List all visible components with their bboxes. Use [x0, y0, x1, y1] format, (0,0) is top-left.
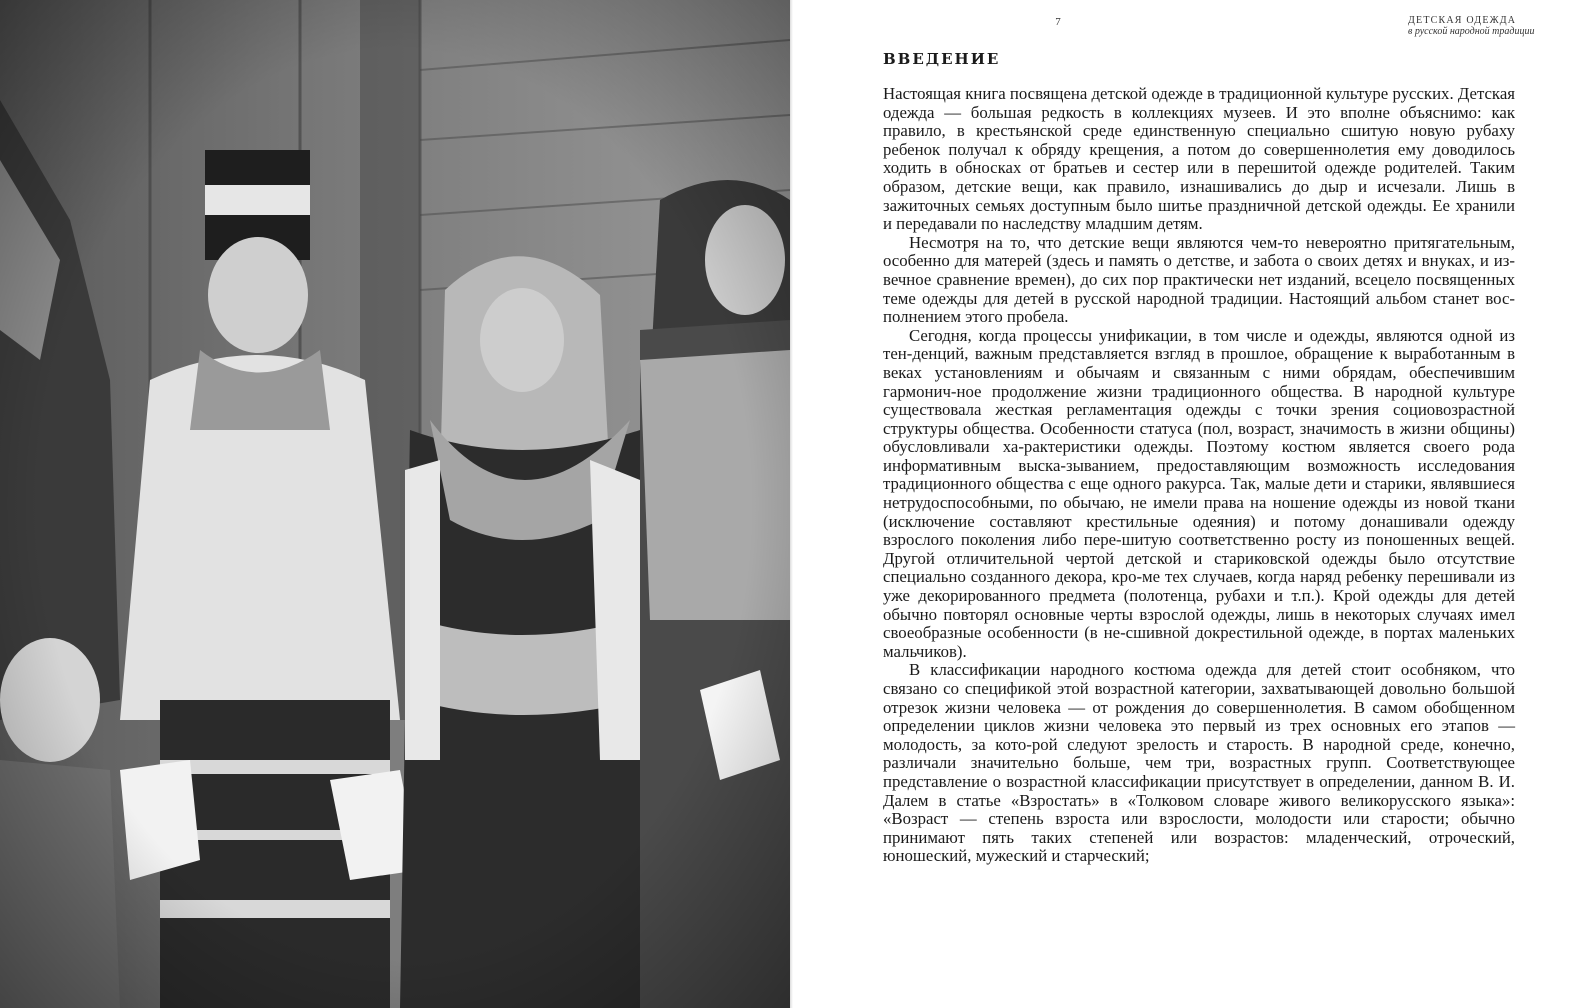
running-head	[1408, 15, 1548, 37]
page-number: 7	[1055, 16, 1061, 28]
photo-figures-illustration	[0, 0, 790, 1008]
paragraph: Несмотря на то, что детские вещи являются чем-то невероятно притягательным, особенно для матерей (здесь и память о детстве, и забота о своих детях и внуках, и из-вечное сравнение времен), до сих пор практически нет изданий, всецело посвященных теме одежды для детей в русской народной традиции. Настоящий альбом станет вос-полнением этого пробела.	[883, 232, 1515, 327]
chapter-title: ВВЕДЕНИЕ	[883, 50, 1001, 68]
paragraph: Сегодня, когда процессы унификации, в том числе и одежды, являются одной из тен-денций, важным представляется взгляд в прошлое, обращение к выработанным в веках установлениям и обычаям и связанным с ними обрядам, обеспечившим гармонич-ное продолжение жизни традиционного общества. В народной культуре существовала жесткая регламентация одежды с точки зрения социовозрастной структуры общества. Особенности статуса (пол, возраст, значимость в жизни общины) обусловливали ха-рактеристики одежды. Поэтому костюм является своего рода информативным выска-зыванием, предоставляющим возможность исследования традиционного общества с еще одного ракурса. Так, малые дети и старики, являвшиеся нетрудоспособными, по обычаю, не имели права на ношение одежды из новой ткани (исключение составляют крестильные одеяния) и потому донашивали одежду взрослого поколения либо пере-шитую соответственно росту из поношенных вещей. Другой отличительной чертой детской и стариковской одежды было отсутствие специально созданного декора, кро-ме тех случаев, когда наряд ребенку перешивали из уже декорированного предмета (полотенца, рубахи и т.п.). Крой одежды для детей обычно повторял основные черты взрослой одежды, лишь в некоторых случаях имел своеобразные особенности (в не-сшивной докрестильной одежде, в портах маленьких мальчиков).	[883, 325, 1515, 661]
text-page	[793, 0, 1593, 1008]
running-head-subtitle: в русской народной традиции	[1408, 26, 1535, 37]
running-head-title: ДЕТСКАЯ ОДЕЖДА	[1408, 15, 1517, 26]
paragraph: В классификации народного костюма одежда для детей стоит особняком, что связано со спецификой этой возрастной категории, захватывающей довольно большой отрезок жизни человека — от рождения до совершеннолетия. В самом обобщенном определении циклов жизни человека это первый из трех основных его этапов — молодость, за кото-рой следуют зрелость и старость. В народной среде, конечно, различали значительно больше, чем три, возрастных групп. Соответствующее представление о возрастной классификации присутствует в определении, данном В. И. Далем в статье «Взростать» в «Толковом словаре живого великорусского языка»: «Возраст — степень взроста или взрослости, молодости или старости; обычно принимают пять таких степеней или возрастов: младенческий, отроческий, юношеский, мужеский и старческий;	[883, 660, 1515, 866]
archival-photograph	[0, 0, 790, 1008]
paragraph: Настоящая книга посвящена детской одежде в традиционной культуре русских. Детская одежда — большая редкость в коллекциях музеев. И это вполне объяснимо: как правило, в крестьянской среде единственную специально сшитую новую рубаху ребенок получал к обряду крещения, а потом до совершеннолетия ему доводилось ходить в обносках от братьев и сестер или в перешитой одежде родителей. Таким образом, детские вещи, как правило, изнашивались до дыр и исчезали. Лишь в зажиточных семьях доступным было шитье праздничной детской одежды. Ее хранили и передавали по наследству младшим детям.	[883, 84, 1515, 234]
body-text	[883, 85, 1515, 866]
